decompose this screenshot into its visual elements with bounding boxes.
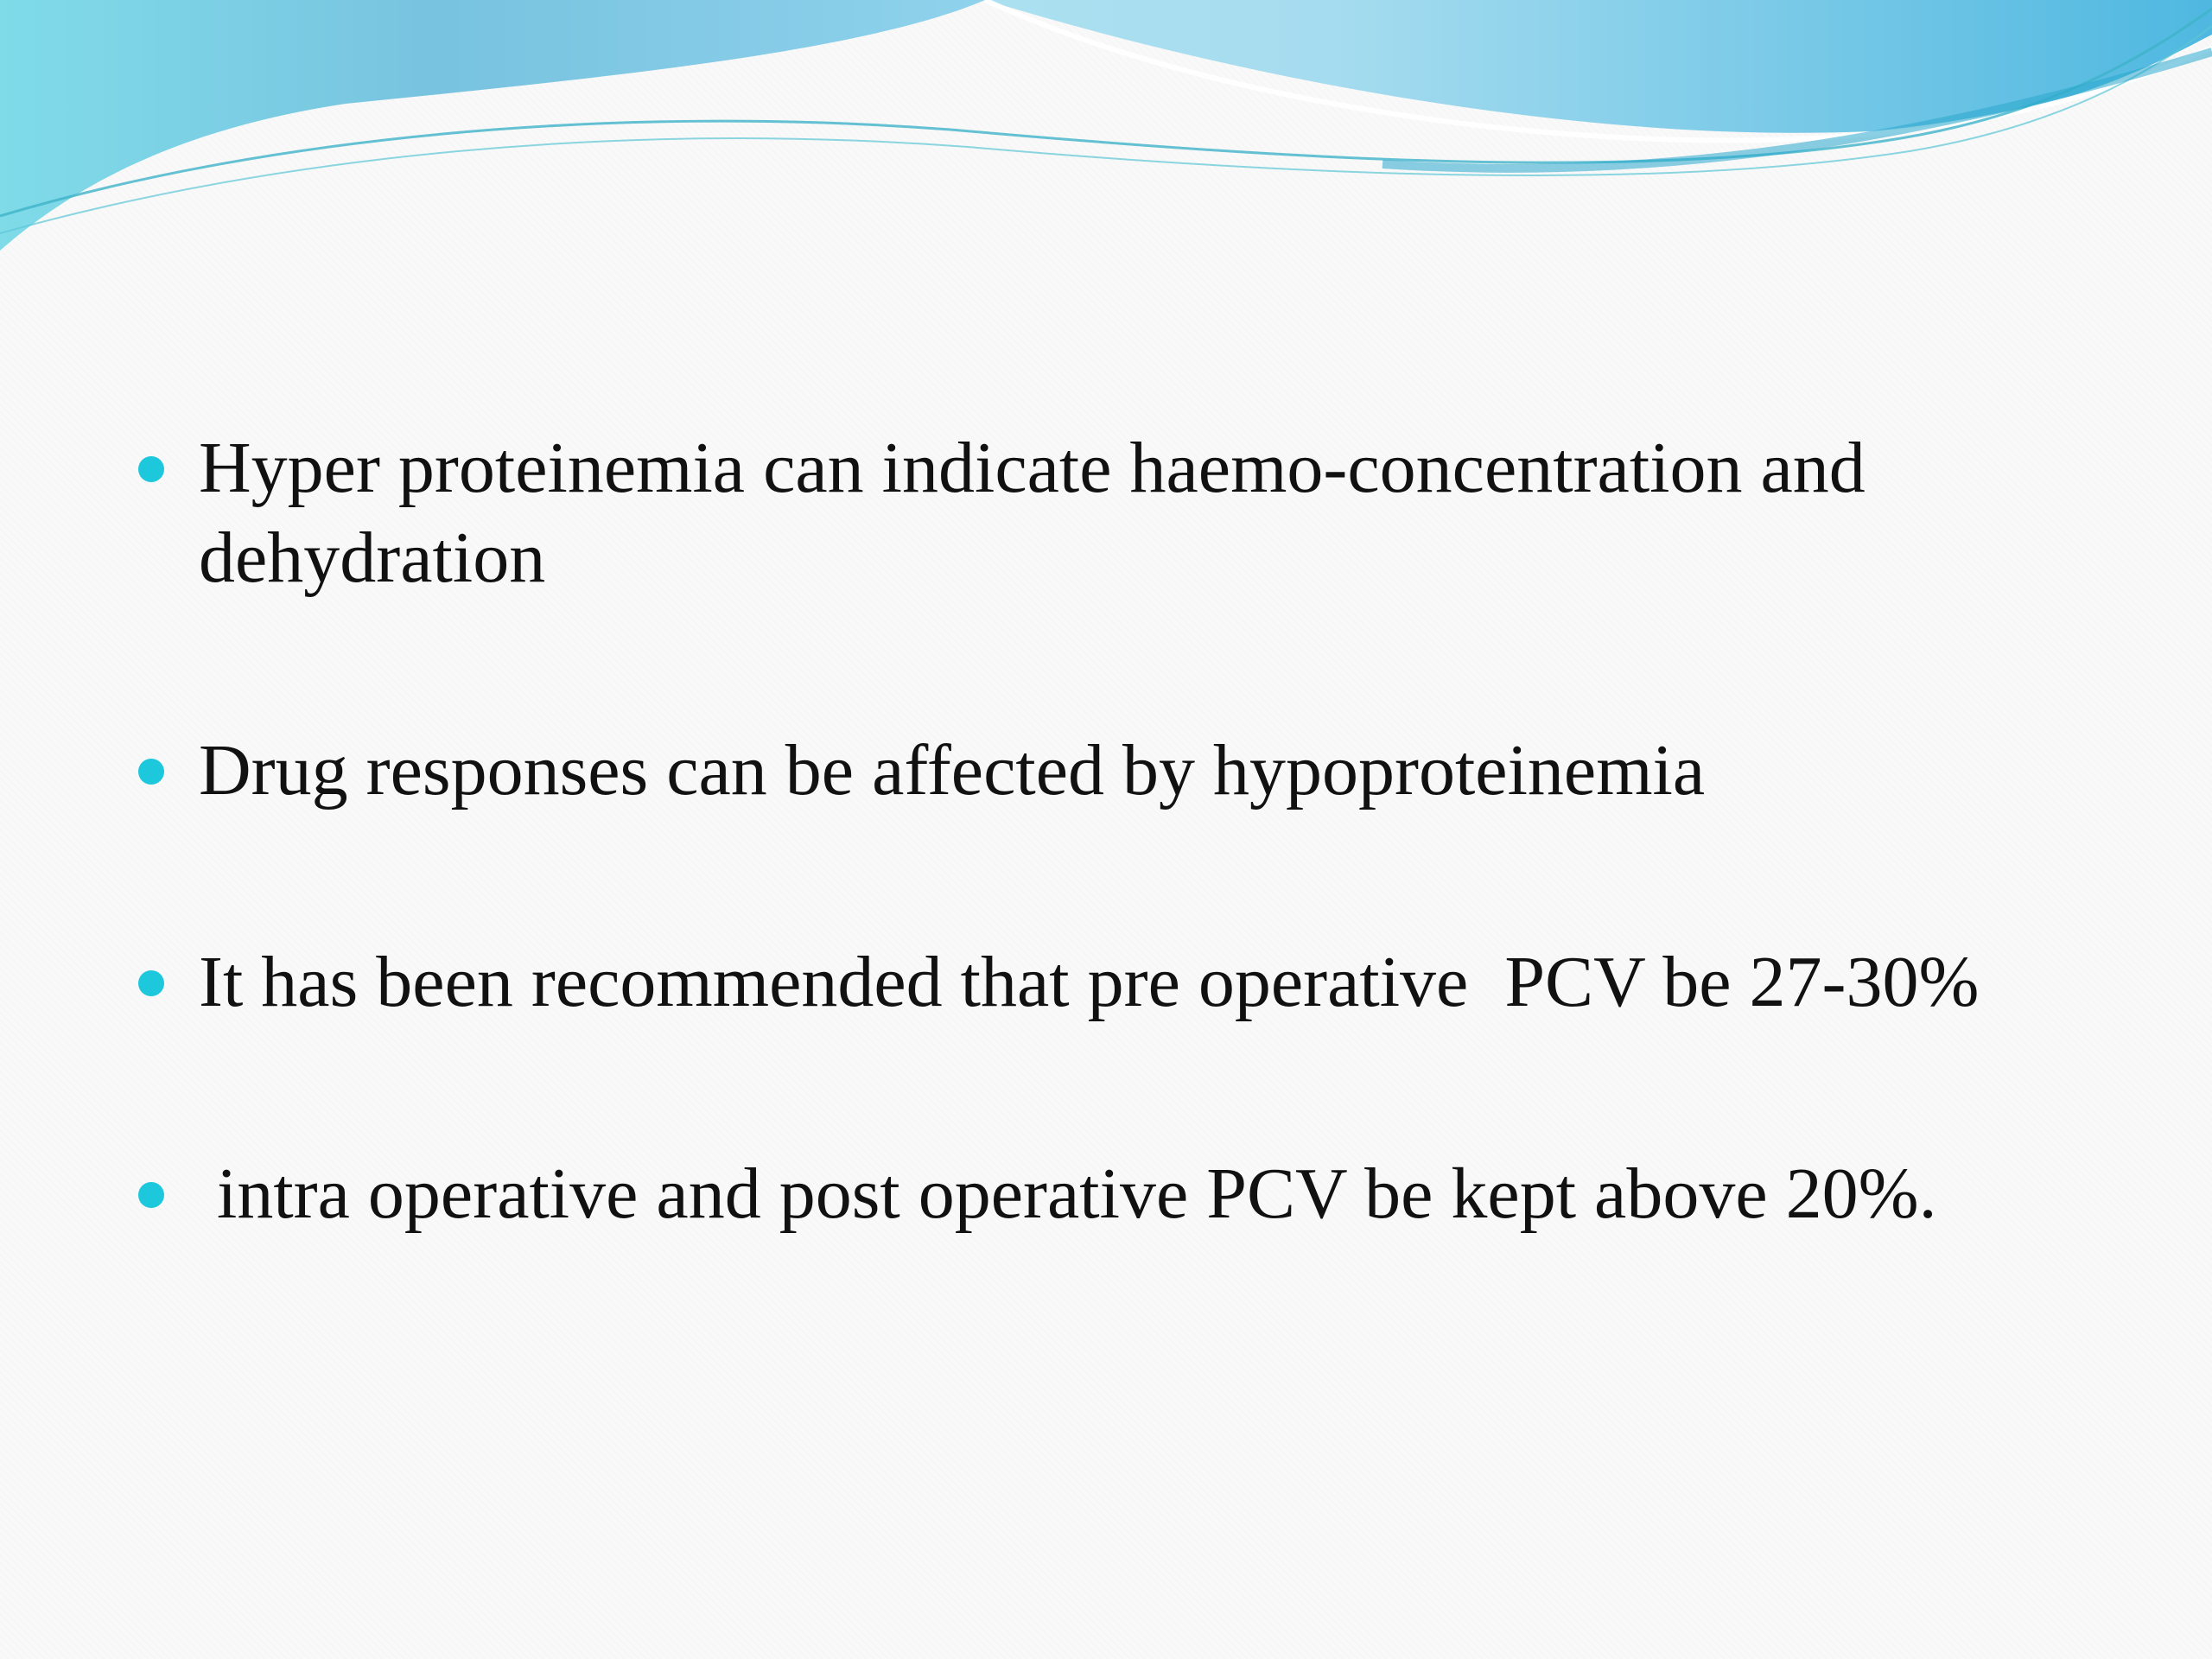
list-item xyxy=(138,423,2108,603)
bullet-dot-icon xyxy=(138,456,164,482)
bullet-text: It has been recommended that pre operative PCV be 27-30% xyxy=(199,942,1980,1022)
header-wave-decoration xyxy=(0,0,2212,259)
bullet-dot-icon xyxy=(138,970,164,996)
list-item xyxy=(138,726,2108,816)
bullet-text: Hyper proteinemia can indicate haemo-concentration and dehydration xyxy=(199,428,1884,598)
bullet-text: intra operative and post operative PCV be kept above 20%. xyxy=(199,1154,1937,1234)
list-item xyxy=(138,1149,2108,1239)
list-item xyxy=(138,938,2108,1027)
bullet-text: Drug responses can be affected by hypoproteinemia xyxy=(199,730,1706,810)
bullet-dot-icon xyxy=(138,759,164,785)
bullet-dot-icon xyxy=(138,1182,164,1208)
